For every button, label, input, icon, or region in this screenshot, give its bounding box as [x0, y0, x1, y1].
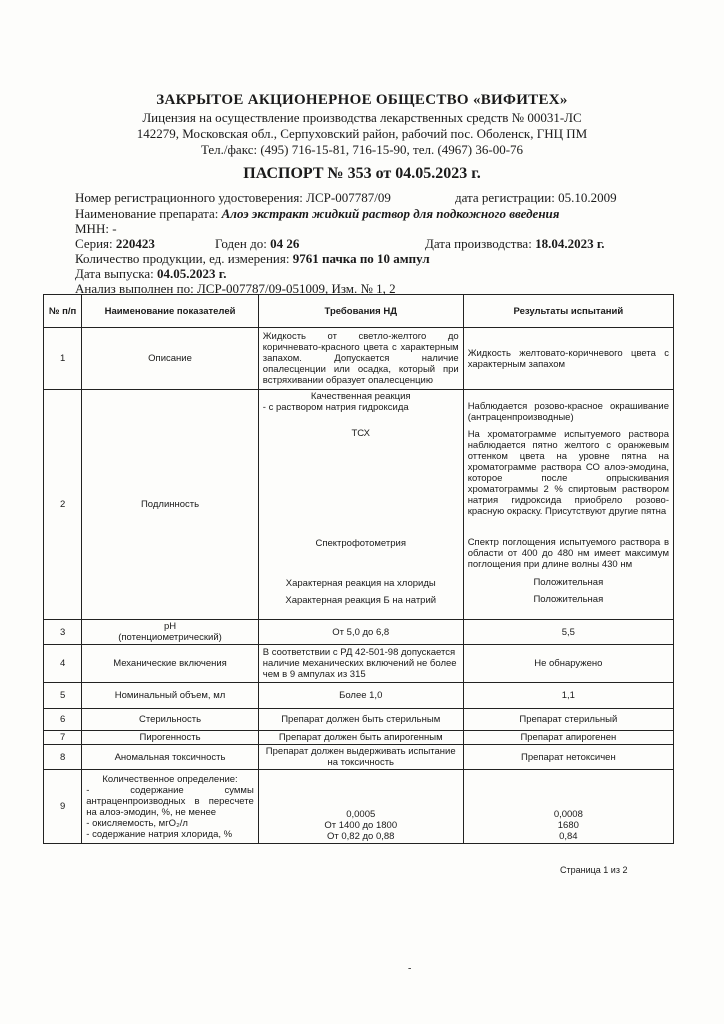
- table-row: [44, 328, 674, 390]
- row-name: Механические включения: [82, 645, 259, 683]
- row-number: 2: [44, 390, 82, 620]
- req-sodium: Характерная реакция Б на натрий: [285, 595, 437, 606]
- release-value: 04.05.2023 г.: [157, 266, 227, 281]
- quant-nacl: - содержание натрия хлорида, %: [86, 828, 233, 840]
- drug-name-label: Наименование препарата:: [75, 206, 219, 221]
- production-value: 18.04.2023 г.: [535, 236, 605, 251]
- row-result: 1,1: [463, 683, 673, 709]
- row-number: 8: [44, 745, 82, 770]
- quant-title: Количественное определение:: [102, 773, 238, 785]
- res-chloride: Положительная: [533, 577, 604, 588]
- table-row: [44, 620, 674, 645]
- table-header-row: [44, 295, 674, 328]
- row-number: 1: [44, 328, 82, 390]
- quant-anthracene: - содержание суммы антраценпроизводных в пересчете на алоэ-эмодин, %, не менее: [86, 784, 254, 818]
- row-result: Препарат стерильный: [463, 709, 673, 731]
- valid-value: 04 26: [270, 236, 300, 251]
- row-result: 5,5: [463, 620, 673, 645]
- row-requirement: Более 1,0: [258, 683, 463, 709]
- col-header-number: № п/п: [44, 295, 82, 328]
- company-name: ЗАКРЫТОЕ АКЦИОНЕРНОЕ ОБЩЕСТВО «ВИФИТЕХ»: [156, 92, 568, 108]
- table-row: [44, 390, 674, 620]
- phones-line: Тел./факс: (495) 716-15-81, 716-15-90, тел. (4967) 36-00-76: [200, 142, 524, 157]
- row-result: Не обнаружено: [463, 645, 673, 683]
- table-row: [44, 731, 674, 745]
- page-mark: -: [408, 963, 412, 974]
- quant-oxidizability: - окисляемость, мгО₂/л: [86, 817, 188, 829]
- series-value: 220423: [115, 236, 155, 251]
- license-line: Лицензия на осуществление производства лекарственных средств № 00031-ЛС: [142, 110, 582, 125]
- table-row: [44, 709, 674, 731]
- table-row: [44, 745, 674, 770]
- row-result: [463, 770, 673, 844]
- req-oxidizability: От 1400 до 1800: [324, 820, 398, 831]
- req-nacl: От 0,82 до 0,88: [327, 831, 395, 842]
- table-row: [44, 683, 674, 709]
- row-number: 5: [44, 683, 82, 709]
- quantity: [75, 251, 430, 267]
- series-label: Серия:: [75, 236, 113, 251]
- row-name: [82, 620, 259, 645]
- row-requirement: Препарат должен выдерживать испытание на токсичность: [258, 745, 463, 770]
- row-name: [82, 770, 259, 844]
- row-result: Препарат апирогенен: [463, 731, 673, 745]
- req-tlc: ТСХ: [351, 428, 370, 439]
- drug-name: [75, 206, 559, 222]
- row-number: 9: [44, 770, 82, 844]
- row-result: Препарат нетоксичен: [463, 745, 673, 770]
- row-name: Номинальный объем, мл: [82, 683, 259, 709]
- res-anthracene: 0,0008: [553, 809, 583, 820]
- release-label: Дата выпуска:: [75, 266, 154, 281]
- row-name: Стерильность: [82, 709, 259, 731]
- row-requirement: Препарат должен быть стерильным: [258, 709, 463, 731]
- row-name-sub: (потенциометрический): [118, 632, 222, 643]
- req-naoh: - с раствором натрия гидроксида: [262, 402, 409, 413]
- row-name: Описание: [82, 328, 259, 390]
- row-number: 7: [44, 731, 82, 745]
- req-anthracene: 0,0005: [346, 809, 376, 820]
- req-qualitative: Качественная реакция: [310, 391, 411, 402]
- quantity-label: Количество продукции, ед. измерения:: [75, 251, 290, 266]
- col-header-results: Результаты испытаний: [463, 295, 673, 328]
- col-header-requirements: Требования НД: [258, 295, 463, 328]
- table-row: [44, 770, 674, 844]
- row-requirement: [258, 770, 463, 844]
- row-number: 3: [44, 620, 82, 645]
- row-result: [463, 390, 673, 620]
- row-number: 4: [44, 645, 82, 683]
- passport-title: ПАСПОРТ № 353 от 04.05.2023 г.: [243, 165, 481, 182]
- req-spectro: Спектрофотометрия: [315, 538, 406, 549]
- res-tlc: На хроматограмме испытуемого раствора наблюдается пятно желтого с оранжевым оттенком цвета на уровне пятна на хроматограмме раствора СО алоэ-эмодина, которое после опрыскивания хроматограммы 2 % спиртовым раствором натрия гидроксида приобрело розово-красную окраску. Присутствуют другие пятна: [467, 429, 669, 517]
- row-requirement: От 5,0 до 6,8: [258, 620, 463, 645]
- valid-label: Годен до:: [215, 236, 267, 251]
- res-oxidizability: 1680: [557, 820, 579, 831]
- row-name: Аномальная токсичность: [82, 745, 259, 770]
- analysis-basis: Анализ выполнен по: ЛСР-007787/09-051009, Изм. № 1, 2: [75, 281, 396, 296]
- production-date: [425, 236, 605, 252]
- row-name: Подлинность: [82, 390, 259, 620]
- valid-until: [215, 236, 299, 252]
- drug-name-value: Алоэ экстракт жидкий раствор для подкожного введения: [221, 206, 560, 221]
- production-label: Дата производства:: [425, 236, 532, 251]
- row-result: Жидкость желтовато-коричневого цвета с характерным запахом: [463, 328, 673, 390]
- row-name-main: pH: [163, 621, 177, 632]
- address-line: 142279, Московская обл., Серпуховский район, рабочий пос. Оболенск, ГНЦ ПМ: [136, 126, 588, 141]
- mnn: МНН: -: [75, 221, 117, 236]
- row-requirement: Препарат должен быть апирогенным: [258, 731, 463, 745]
- res-sodium: Положительная: [533, 594, 604, 605]
- table-row: [44, 645, 674, 683]
- col-header-name: Наименование показателей: [82, 295, 259, 328]
- quantity-value: 9761 пачка по 10 ампул: [292, 251, 430, 266]
- res-spectro: Спектр поглощения испытуемого раствора в области от 400 до 480 нм имеет максимум поглощения при длине волны 430 нм: [467, 537, 669, 570]
- res-nacl: 0,84: [559, 831, 578, 842]
- reg-number: Номер регистрационного удостоверения: ЛСР-007787/09: [75, 190, 391, 205]
- results-table: [43, 294, 674, 844]
- row-name: Пирогенность: [82, 731, 259, 745]
- row-number: 6: [44, 709, 82, 731]
- reg-date: дата регистрации: 05.10.2009: [455, 190, 617, 205]
- row-requirement: В соответствии с РД 42-501-98 допускается наличие механических включений не более чем в 9 ампулах из 315: [258, 645, 463, 683]
- page-number: Страница 1 из 2: [560, 865, 628, 875]
- res-qualitative: Наблюдается розово-красное окрашивание (антраценпроизводные): [467, 401, 669, 423]
- req-chloride: Характерная реакция на хлориды: [285, 578, 436, 589]
- release-date: [75, 266, 226, 282]
- row-requirement: Жидкость от светло-желтого до коричневато-красного цвета с характерным запахом. Допускается наличие опалесценции или осадка, который при встряхивании образует опалесценцию: [258, 328, 463, 390]
- row-requirement: [258, 390, 463, 620]
- series: [75, 236, 155, 252]
